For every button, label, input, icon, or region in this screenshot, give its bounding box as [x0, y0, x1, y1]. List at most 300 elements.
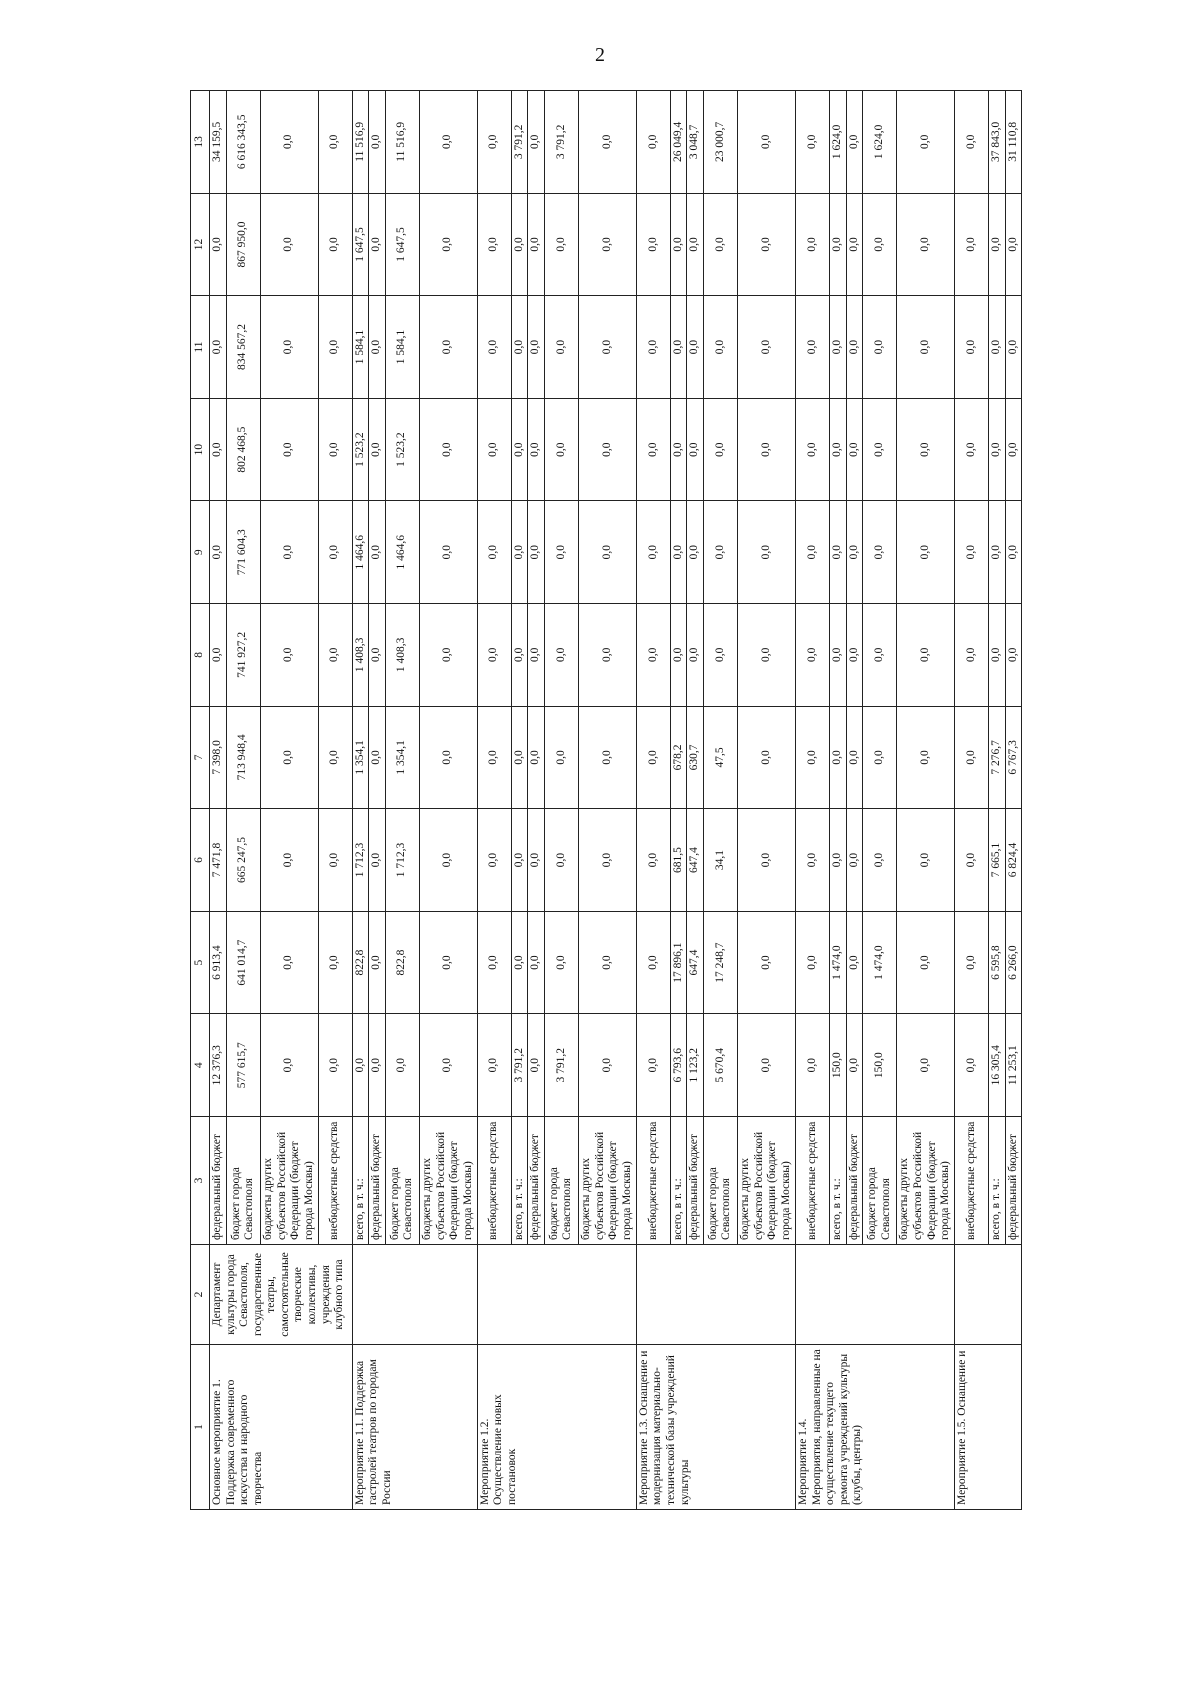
column-number-header: 2 [191, 1245, 210, 1345]
amount-cell: 822,8 [385, 911, 419, 1014]
amount-cell: 0,0 [477, 91, 511, 194]
amount-cell: 0,0 [260, 501, 318, 604]
amount-cell: 0,0 [989, 193, 1006, 296]
amount-cell: 1 584,1 [352, 296, 369, 399]
amount-cell: 0,0 [955, 706, 989, 809]
amount-cell: 0,0 [897, 809, 955, 912]
funding-source-cell: бюджет города Севастополя [544, 1117, 578, 1245]
amount-cell: 0,0 [829, 398, 846, 501]
amount-cell: 26 049,4 [670, 91, 687, 194]
amount-cell: 23 000,7 [703, 91, 737, 194]
amount-cell: 0,0 [955, 809, 989, 912]
amount-cell: 11 253,1 [1005, 1014, 1022, 1117]
amount-cell: 0,0 [369, 296, 386, 399]
funding-source-cell: федеральный бюджет [210, 1117, 227, 1245]
amount-cell: 0,0 [511, 604, 528, 707]
amount-cell: 0,0 [829, 706, 846, 809]
amount-cell: 0,0 [511, 501, 528, 604]
amount-cell: 37 843,0 [989, 91, 1006, 194]
amount-cell: 1 584,1 [385, 296, 419, 399]
amount-cell: 0,0 [511, 193, 528, 296]
amount-cell: 0,0 [477, 296, 511, 399]
amount-cell: 1 354,1 [352, 706, 369, 809]
amount-cell: 0,0 [260, 91, 318, 194]
amount-cell: 1 464,6 [352, 501, 369, 604]
amount-cell: 0,0 [636, 604, 670, 707]
amount-cell: 0,0 [528, 398, 545, 501]
amount-cell: 0,0 [636, 296, 670, 399]
funding-source-cell: бюджет города Севастополя [385, 1117, 419, 1245]
column-number-header: 12 [191, 193, 210, 296]
amount-cell: 0,0 [897, 91, 955, 194]
amount-cell: 741 927,2 [226, 604, 260, 707]
funding-source-cell: всего, в т. ч.: [670, 1117, 687, 1245]
amount-cell: 0,0 [636, 193, 670, 296]
amount-cell: 0,0 [1005, 296, 1022, 399]
amount-cell: 1 474,0 [863, 911, 897, 1014]
amount-cell: 0,0 [477, 911, 511, 1014]
amount-cell: 31 110,8 [1005, 91, 1022, 194]
amount-cell: 0,0 [897, 1014, 955, 1117]
amount-cell: 0,0 [670, 501, 687, 604]
amount-cell: 0,0 [989, 501, 1006, 604]
amount-cell: 0,0 [829, 809, 846, 912]
column-number-header: 9 [191, 501, 210, 604]
amount-cell: 150,0 [829, 1014, 846, 1117]
amount-cell: 0,0 [795, 193, 829, 296]
amount-cell: 0,0 [863, 706, 897, 809]
amount-cell: 0,0 [897, 501, 955, 604]
amount-cell: 0,0 [703, 296, 737, 399]
amount-cell: 0,0 [897, 706, 955, 809]
amount-cell: 0,0 [544, 398, 578, 501]
amount-cell: 1 123,2 [687, 1014, 704, 1117]
amount-cell: 0,0 [578, 91, 636, 194]
amount-cell: 0,0 [703, 398, 737, 501]
funding-source-cell: внебюджетные средства [636, 1117, 670, 1245]
amount-cell: 0,0 [260, 911, 318, 1014]
amount-cell: 0,0 [318, 604, 352, 707]
amount-cell: 0,0 [578, 193, 636, 296]
amount-cell: 6 595,8 [989, 911, 1006, 1014]
amount-cell: 1 647,5 [385, 193, 419, 296]
amount-cell: 577 615,7 [226, 1014, 260, 1117]
amount-cell: 0,0 [544, 501, 578, 604]
column-number-header: 10 [191, 398, 210, 501]
amount-cell: 0,0 [528, 604, 545, 707]
amount-cell: 0,0 [846, 193, 863, 296]
amount-cell: 0,0 [578, 604, 636, 707]
amount-cell: 0,0 [369, 911, 386, 1014]
amount-cell: 0,0 [636, 91, 670, 194]
amount-cell: 0,0 [846, 91, 863, 194]
amount-cell: 0,0 [670, 398, 687, 501]
funding-source-cell: внебюджетные средства [477, 1117, 511, 1245]
table-row [477, 91, 511, 1510]
amount-cell: 0,0 [544, 604, 578, 707]
amount-cell: 0,0 [210, 296, 227, 399]
amount-cell: 0,0 [210, 604, 227, 707]
amount-cell: 0,0 [897, 604, 955, 707]
amount-cell: 0,0 [687, 604, 704, 707]
amount-cell: 0,0 [419, 1014, 477, 1117]
empty-executor-cell [955, 1245, 1022, 1345]
amount-cell: 3 791,2 [544, 91, 578, 194]
amount-cell: 713 948,4 [226, 706, 260, 809]
amount-cell: 0,0 [210, 398, 227, 501]
amount-cell: 0,0 [419, 604, 477, 707]
amount-cell: 1 624,0 [829, 91, 846, 194]
funding-source-cell: бюджеты других субъектов Российской Федерации (бюджет города Москвы) [260, 1117, 318, 1245]
amount-cell: 0,0 [369, 193, 386, 296]
amount-cell: 771 604,3 [226, 501, 260, 604]
amount-cell: 0,0 [955, 911, 989, 1014]
amount-cell: 0,0 [795, 604, 829, 707]
activity-name-cell: Мероприятие 1.1. Поддержка гастролей театров по городам России [352, 1345, 477, 1510]
amount-cell: 0,0 [578, 911, 636, 1014]
amount-cell: 0,0 [687, 398, 704, 501]
amount-cell: 1 354,1 [385, 706, 419, 809]
amount-cell: 1 624,0 [863, 91, 897, 194]
amount-cell: 0,0 [1005, 604, 1022, 707]
amount-cell: 0,0 [528, 911, 545, 1014]
amount-cell: 0,0 [795, 911, 829, 1014]
amount-cell: 0,0 [897, 911, 955, 1014]
column-number-header: 8 [191, 604, 210, 707]
amount-cell: 0,0 [260, 193, 318, 296]
amount-cell: 0,0 [477, 604, 511, 707]
funding-source-cell: всего, в т. ч.: [352, 1117, 369, 1245]
amount-cell: 0,0 [578, 1014, 636, 1117]
funding-source-cell: бюджет города Севастополя [863, 1117, 897, 1245]
amount-cell: 678,2 [670, 706, 687, 809]
amount-cell: 7 665,1 [989, 809, 1006, 912]
activity-name-cell: Мероприятие 1.2. Осуществление новых постановок [477, 1345, 636, 1510]
empty-executor-cell [795, 1245, 954, 1345]
amount-cell: 0,0 [955, 91, 989, 194]
amount-cell: 0,0 [511, 706, 528, 809]
amount-cell: 0,0 [419, 911, 477, 1014]
amount-cell: 0,0 [318, 911, 352, 1014]
empty-executor-cell [352, 1245, 477, 1345]
amount-cell: 0,0 [955, 296, 989, 399]
amount-cell: 0,0 [544, 296, 578, 399]
amount-cell: 0,0 [636, 706, 670, 809]
amount-cell: 11 516,9 [385, 91, 419, 194]
amount-cell: 1 408,3 [385, 604, 419, 707]
amount-cell: 0,0 [318, 501, 352, 604]
table-row [636, 91, 670, 1510]
table-body [210, 91, 1022, 1510]
column-number-header: 6 [191, 809, 210, 912]
amount-cell: 6 767,3 [1005, 706, 1022, 809]
amount-cell: 0,0 [544, 809, 578, 912]
amount-cell: 0,0 [528, 501, 545, 604]
amount-cell: 0,0 [737, 398, 795, 501]
amount-cell: 0,0 [670, 604, 687, 707]
funding-source-cell: бюджеты других субъектов Российской Федерации (бюджет города Москвы) [419, 1117, 477, 1245]
empty-executor-cell [636, 1245, 795, 1345]
amount-cell: 0,0 [544, 193, 578, 296]
amount-cell: 0,0 [578, 398, 636, 501]
rotated-table-wrapper [190, 90, 1110, 1510]
amount-cell: 647,4 [687, 911, 704, 1014]
amount-cell: 0,0 [795, 296, 829, 399]
financing-table [190, 90, 1022, 1510]
funding-source-cell: внебюджетные средства [955, 1117, 989, 1245]
amount-cell: 0,0 [846, 604, 863, 707]
column-number-header: 7 [191, 706, 210, 809]
amount-cell: 3 791,2 [544, 1014, 578, 1117]
activity-name-cell: Основное мероприятие 1. Поддержка современного искусства и народного творчества [210, 1345, 353, 1510]
amount-cell: 0,0 [863, 398, 897, 501]
activity-name-cell: Мероприятие 1.4. Мероприятия, направленные на осуществление текущего ремонта учреждений культуры (клубы, центры) [795, 1345, 954, 1510]
funding-source-cell: федеральный бюджет [846, 1117, 863, 1245]
amount-cell: 0,0 [511, 911, 528, 1014]
amount-cell: 0,0 [318, 91, 352, 194]
amount-cell: 0,0 [318, 1014, 352, 1117]
amount-cell: 0,0 [897, 296, 955, 399]
amount-cell: 0,0 [1005, 193, 1022, 296]
amount-cell: 0,0 [369, 91, 386, 194]
amount-cell: 0,0 [897, 193, 955, 296]
amount-cell: 0,0 [369, 809, 386, 912]
amount-cell: 0,0 [687, 296, 704, 399]
amount-cell: 0,0 [636, 1014, 670, 1117]
amount-cell: 0,0 [703, 193, 737, 296]
amount-cell: 0,0 [511, 809, 528, 912]
amount-cell: 0,0 [477, 1014, 511, 1117]
amount-cell: 150,0 [863, 1014, 897, 1117]
amount-cell: 0,0 [737, 1014, 795, 1117]
amount-cell: 0,0 [829, 604, 846, 707]
amount-cell: 0,0 [578, 706, 636, 809]
amount-cell: 0,0 [636, 501, 670, 604]
amount-cell: 0,0 [419, 193, 477, 296]
amount-cell: 0,0 [737, 911, 795, 1014]
amount-cell: 0,0 [737, 296, 795, 399]
amount-cell: 0,0 [318, 193, 352, 296]
funding-source-cell: всего, в т. ч.: [829, 1117, 846, 1245]
amount-cell: 802 468,5 [226, 398, 260, 501]
amount-cell: 0,0 [670, 296, 687, 399]
amount-cell: 0,0 [863, 809, 897, 912]
amount-cell: 0,0 [989, 296, 1006, 399]
amount-cell: 6 616 343,5 [226, 91, 260, 194]
amount-cell: 7 398,0 [210, 706, 227, 809]
amount-cell: 0,0 [1005, 398, 1022, 501]
amount-cell: 7 471,8 [210, 809, 227, 912]
amount-cell: 1 647,5 [352, 193, 369, 296]
amount-cell: 0,0 [210, 193, 227, 296]
table-row [795, 91, 829, 1510]
amount-cell: 0,0 [795, 91, 829, 194]
amount-cell: 641 014,7 [226, 911, 260, 1014]
amount-cell: 0,0 [955, 193, 989, 296]
amount-cell: 0,0 [369, 706, 386, 809]
amount-cell: 1 408,3 [352, 604, 369, 707]
amount-cell: 0,0 [670, 193, 687, 296]
amount-cell: 0,0 [846, 1014, 863, 1117]
amount-cell: 0,0 [1005, 501, 1022, 604]
amount-cell: 0,0 [528, 91, 545, 194]
amount-cell: 0,0 [369, 1014, 386, 1117]
table-row [955, 91, 989, 1510]
amount-cell: 3 048,7 [687, 91, 704, 194]
amount-cell: 0,0 [989, 604, 1006, 707]
amount-cell: 681,5 [670, 809, 687, 912]
amount-cell: 0,0 [863, 193, 897, 296]
amount-cell: 0,0 [863, 604, 897, 707]
amount-cell: 0,0 [419, 91, 477, 194]
funding-source-cell: федеральный бюджет [369, 1117, 386, 1245]
amount-cell: 0,0 [578, 296, 636, 399]
amount-cell: 0,0 [737, 706, 795, 809]
funding-source-cell: бюджет города Севастополя [226, 1117, 260, 1245]
amount-cell: 0,0 [829, 296, 846, 399]
amount-cell: 0,0 [318, 706, 352, 809]
column-number-header: 1 [191, 1345, 210, 1510]
amount-cell: 0,0 [846, 296, 863, 399]
funding-source-cell: всего, в т. ч.: [511, 1117, 528, 1245]
amount-cell: 0,0 [846, 501, 863, 604]
amount-cell: 17 248,7 [703, 911, 737, 1014]
amount-cell: 0,0 [955, 1014, 989, 1117]
amount-cell: 0,0 [260, 296, 318, 399]
amount-cell: 834 567,2 [226, 296, 260, 399]
amount-cell: 0,0 [636, 398, 670, 501]
amount-cell: 34,1 [703, 809, 737, 912]
page-number: 2 [595, 44, 605, 66]
amount-cell: 0,0 [578, 809, 636, 912]
amount-cell: 5 670,4 [703, 1014, 737, 1117]
amount-cell: 0,0 [955, 604, 989, 707]
amount-cell: 0,0 [687, 193, 704, 296]
amount-cell: 0,0 [352, 1014, 369, 1117]
amount-cell: 0,0 [318, 809, 352, 912]
amount-cell: 0,0 [369, 501, 386, 604]
amount-cell: 0,0 [419, 398, 477, 501]
amount-cell: 0,0 [687, 501, 704, 604]
amount-cell: 0,0 [795, 398, 829, 501]
amount-cell: 0,0 [863, 501, 897, 604]
amount-cell: 0,0 [846, 398, 863, 501]
funding-source-cell: внебюджетные средства [795, 1117, 829, 1245]
amount-cell: 0,0 [846, 706, 863, 809]
amount-cell: 0,0 [955, 398, 989, 501]
funding-source-cell: бюджет города Севастополя [703, 1117, 737, 1245]
amount-cell: 3 791,2 [511, 1014, 528, 1117]
amount-cell: 0,0 [210, 501, 227, 604]
amount-cell: 0,0 [260, 1014, 318, 1117]
amount-cell: 0,0 [318, 296, 352, 399]
column-number-header: 4 [191, 1014, 210, 1117]
amount-cell: 0,0 [955, 501, 989, 604]
amount-cell: 1 712,3 [352, 809, 369, 912]
activity-name-cell: Мероприятие 1.3. Оснащение и модернизация материально-технической базы учреждений культуры [636, 1345, 795, 1510]
amount-cell: 0,0 [897, 398, 955, 501]
amount-cell: 0,0 [419, 706, 477, 809]
amount-cell: 17 896,1 [670, 911, 687, 1014]
activity-name-cell: Мероприятие 1.5. Оснащение и [955, 1345, 1022, 1510]
amount-cell: 0,0 [703, 604, 737, 707]
amount-cell: 0,0 [477, 193, 511, 296]
amount-cell: 0,0 [636, 809, 670, 912]
column-number-header: 5 [191, 911, 210, 1014]
amount-cell: 34 159,5 [210, 91, 227, 194]
amount-cell: 0,0 [318, 398, 352, 501]
amount-cell: 3 791,2 [511, 91, 528, 194]
amount-cell: 0,0 [385, 1014, 419, 1117]
amount-cell: 6 824,4 [1005, 809, 1022, 912]
amount-cell: 0,0 [477, 501, 511, 604]
amount-cell: 0,0 [846, 809, 863, 912]
table-row [210, 91, 227, 1510]
amount-cell: 0,0 [737, 501, 795, 604]
funding-source-cell: бюджеты других субъектов Российской Федерации (бюджет города Москвы) [897, 1117, 955, 1245]
amount-cell: 0,0 [260, 604, 318, 707]
funding-source-cell: федеральный бюджет [687, 1117, 704, 1245]
amount-cell: 0,0 [511, 398, 528, 501]
amount-cell: 1 523,2 [385, 398, 419, 501]
amount-cell: 0,0 [703, 501, 737, 604]
amount-cell: 0,0 [795, 809, 829, 912]
funding-source-cell: федеральный бюджет [528, 1117, 545, 1245]
column-number-header: 13 [191, 91, 210, 194]
column-number-row [191, 91, 210, 1510]
amount-cell: 0,0 [528, 1014, 545, 1117]
amount-cell: 6 913,4 [210, 911, 227, 1014]
amount-cell: 630,7 [687, 706, 704, 809]
amount-cell: 0,0 [737, 604, 795, 707]
table-row [352, 91, 369, 1510]
amount-cell: 0,0 [369, 398, 386, 501]
amount-cell: 12 376,3 [210, 1014, 227, 1117]
amount-cell: 0,0 [528, 706, 545, 809]
responsible-executor-cell: Департамент культуры города Севастополя, государственные театры, самостоятельные творческие коллективы, учреждения клубного типа [210, 1245, 353, 1345]
amount-cell: 867 950,0 [226, 193, 260, 296]
amount-cell: 0,0 [863, 296, 897, 399]
amount-cell: 0,0 [829, 193, 846, 296]
amount-cell: 47,5 [703, 706, 737, 809]
amount-cell: 647,4 [687, 809, 704, 912]
amount-cell: 0,0 [544, 706, 578, 809]
amount-cell: 0,0 [544, 911, 578, 1014]
amount-cell: 11 516,9 [352, 91, 369, 194]
amount-cell: 0,0 [528, 193, 545, 296]
column-number-header: 11 [191, 296, 210, 399]
amount-cell: 0,0 [511, 296, 528, 399]
amount-cell: 0,0 [528, 296, 545, 399]
amount-cell: 822,8 [352, 911, 369, 1014]
amount-cell: 0,0 [989, 398, 1006, 501]
funding-source-cell: бюджеты других субъектов Российской Федерации (бюджет города Москвы) [737, 1117, 795, 1245]
funding-source-cell: бюджеты других субъектов Российской Федерации (бюджет города Москвы) [578, 1117, 636, 1245]
amount-cell: 0,0 [477, 706, 511, 809]
amount-cell: 0,0 [737, 809, 795, 912]
empty-executor-cell [477, 1245, 636, 1345]
amount-cell: 7 276,7 [989, 706, 1006, 809]
amount-cell: 0,0 [419, 809, 477, 912]
amount-cell: 0,0 [477, 398, 511, 501]
amount-cell: 0,0 [795, 501, 829, 604]
funding-source-cell: всего, в т. ч.: [989, 1117, 1006, 1245]
amount-cell: 0,0 [846, 911, 863, 1014]
amount-cell: 0,0 [260, 809, 318, 912]
amount-cell: 0,0 [419, 296, 477, 399]
amount-cell: 0,0 [528, 809, 545, 912]
amount-cell: 0,0 [260, 398, 318, 501]
